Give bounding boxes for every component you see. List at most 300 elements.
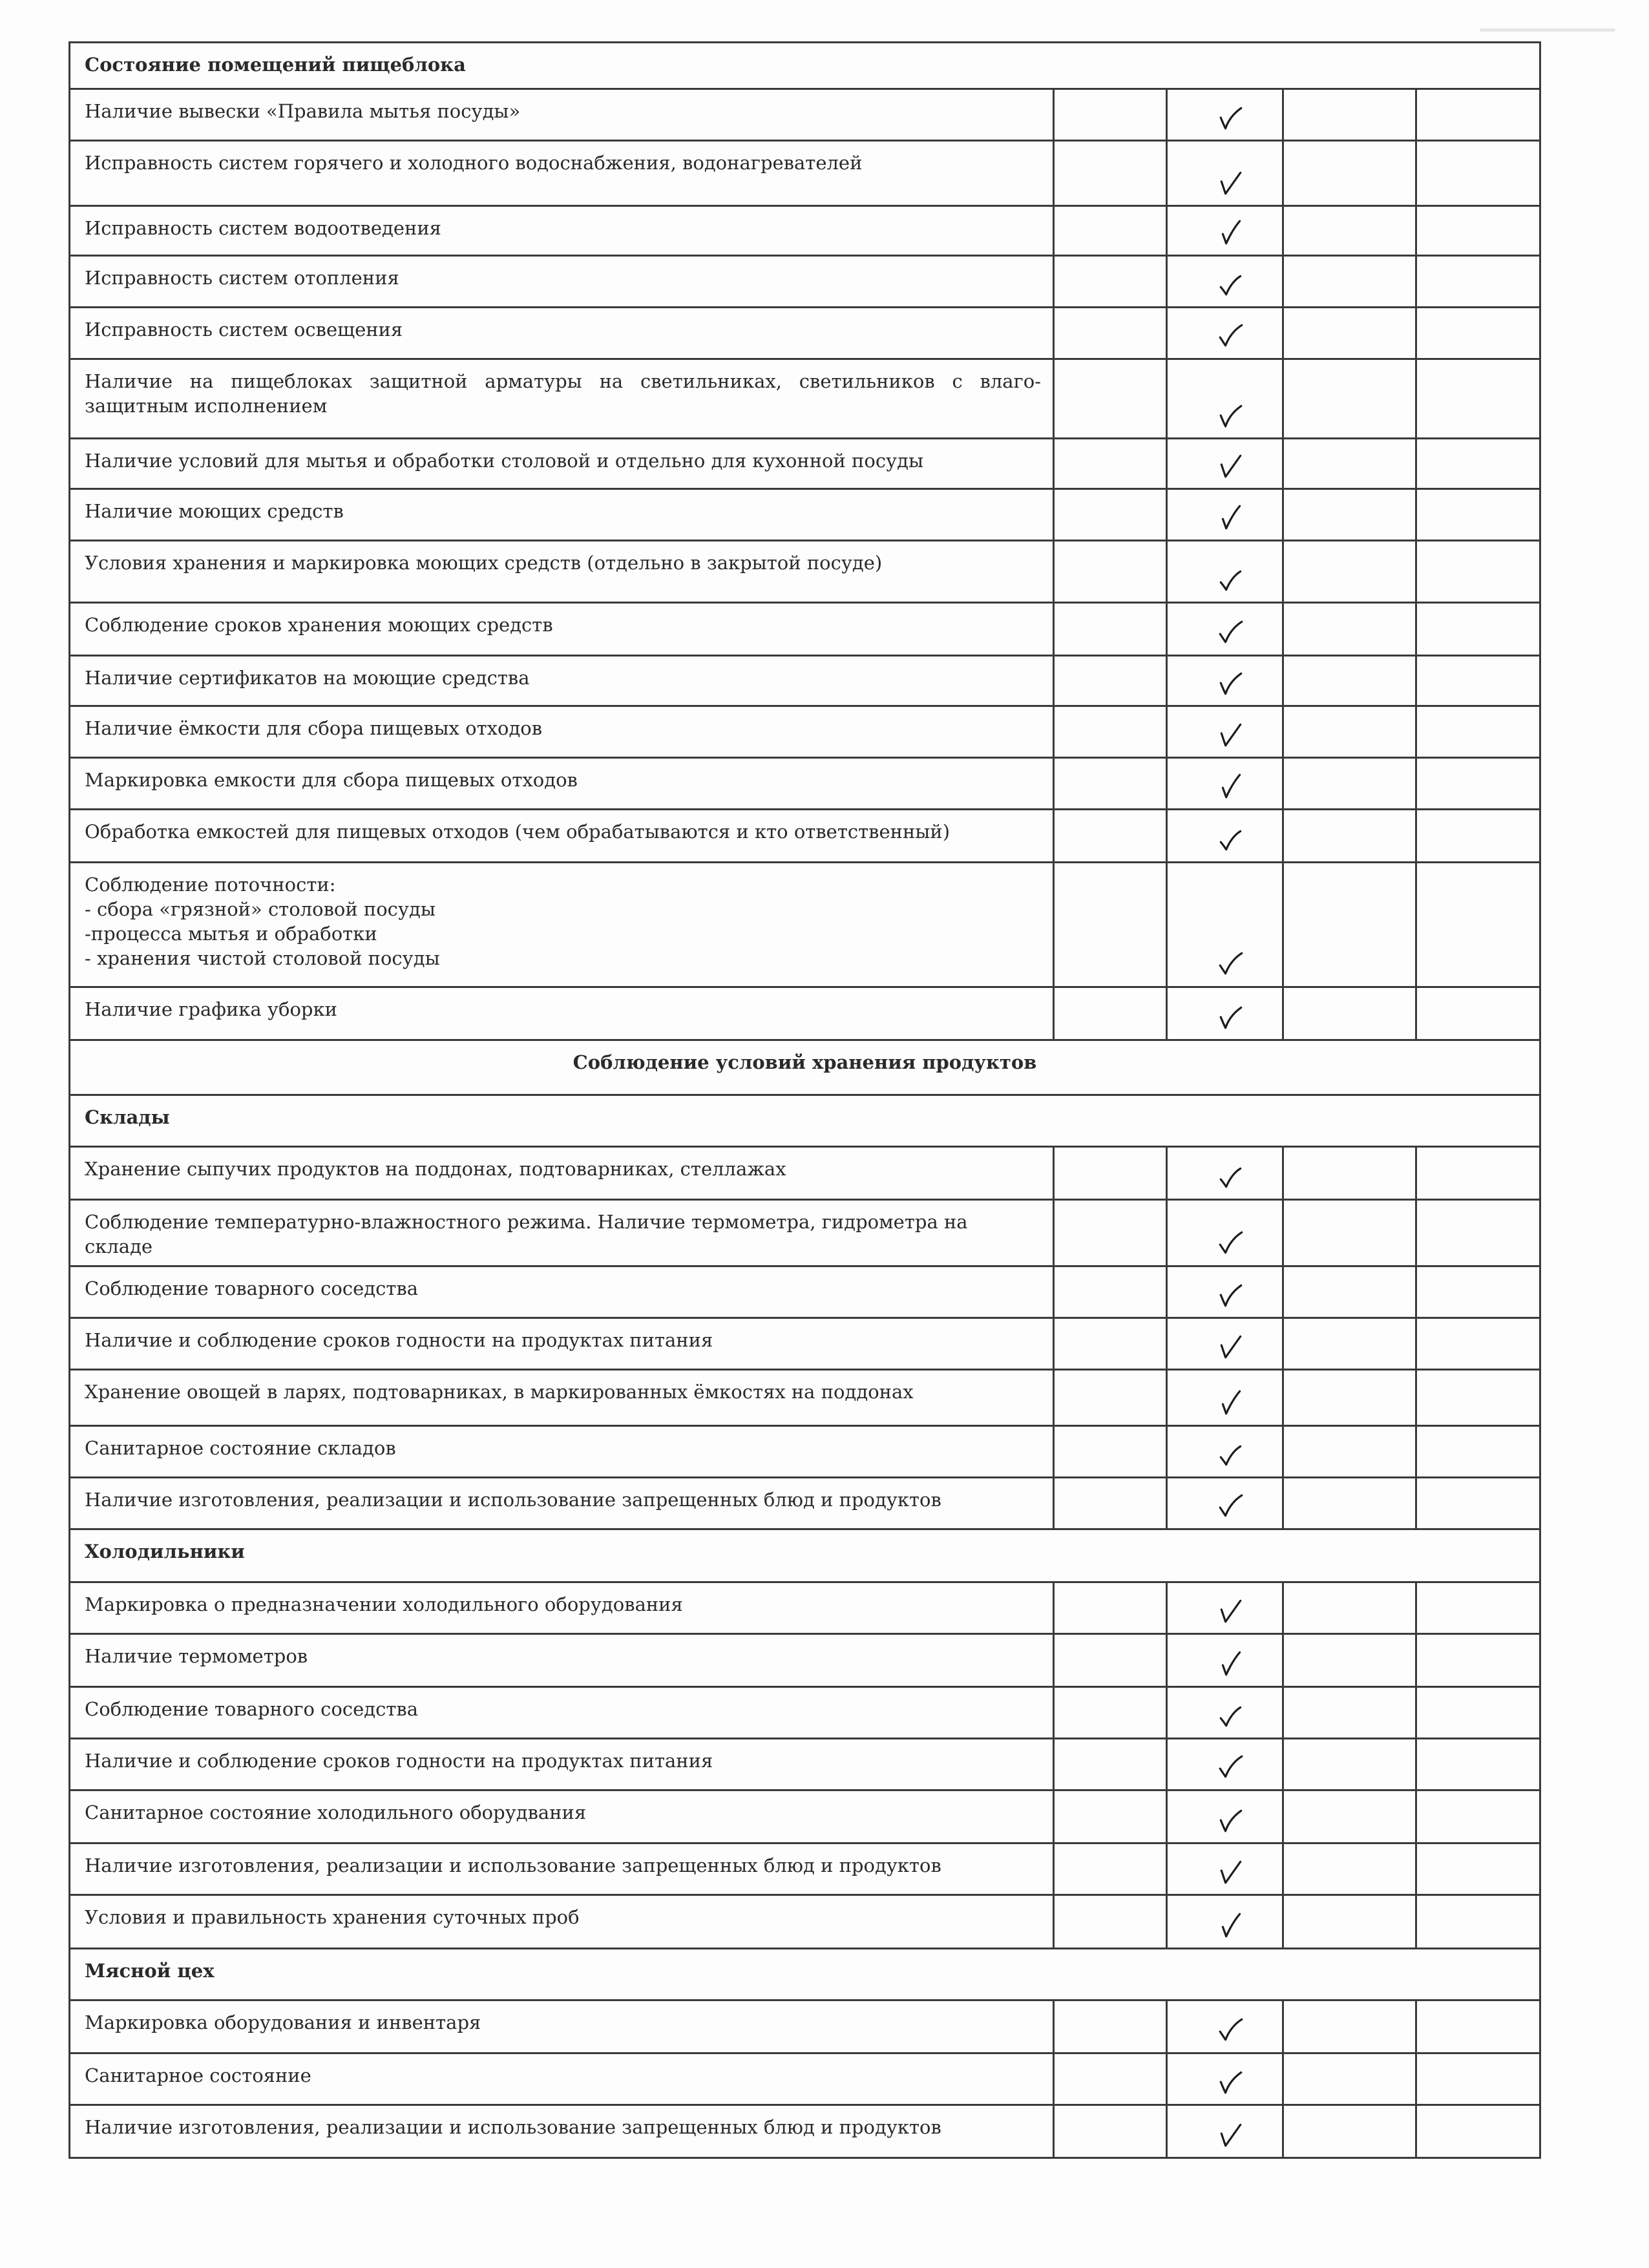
answer-cell-3 bbox=[1283, 89, 1416, 141]
check-stroke bbox=[1221, 1168, 1240, 1186]
criterion-text: Наличие термометров bbox=[85, 1645, 308, 1667]
check-stroke bbox=[1221, 1811, 1241, 1831]
checklist-row bbox=[70, 987, 1540, 1040]
answer-cell-1 bbox=[1054, 810, 1167, 863]
check-stroke bbox=[1221, 831, 1240, 849]
criterion-cell bbox=[70, 603, 1054, 656]
answer-cell-3 bbox=[1283, 1370, 1416, 1426]
answer-cell-2 bbox=[1167, 1426, 1283, 1478]
answer-cell-1 bbox=[1054, 1318, 1167, 1370]
criterion-cell bbox=[70, 758, 1054, 810]
answer-cell-3 bbox=[1283, 1687, 1416, 1739]
check-stroke bbox=[1223, 775, 1239, 797]
check-icon bbox=[1217, 1281, 1245, 1309]
answer-cell-3 bbox=[1283, 2105, 1416, 2158]
checklist-row bbox=[70, 863, 1540, 987]
answer-cell-3 bbox=[1283, 603, 1416, 656]
answer-cell-3 bbox=[1283, 1200, 1416, 1266]
check-stroke bbox=[1221, 1862, 1240, 1883]
criterion-text: Наличие и соблюдение сроков годности на продуктах питания bbox=[85, 1750, 713, 1772]
answer-cell-4 bbox=[1416, 1843, 1540, 1895]
criterion-cell bbox=[70, 256, 1054, 308]
answer-cell-2 bbox=[1167, 2000, 1283, 2053]
checklist-row bbox=[70, 2053, 1540, 2105]
check-stroke bbox=[1220, 1232, 1242, 1253]
answer-cell-4 bbox=[1416, 439, 1540, 489]
answer-cell-4 bbox=[1416, 489, 1540, 541]
check-icon bbox=[1217, 2016, 1245, 2044]
answer-cell-2 bbox=[1167, 603, 1283, 656]
answer-cell-1 bbox=[1054, 256, 1167, 308]
section-title-row bbox=[70, 43, 1540, 89]
check-stroke bbox=[1221, 571, 1240, 589]
checklist-row bbox=[70, 141, 1540, 206]
checklist-row bbox=[70, 1147, 1540, 1200]
criterion-cell bbox=[70, 1147, 1054, 1200]
check-icon bbox=[1217, 1701, 1245, 1730]
check-stroke bbox=[1221, 276, 1240, 294]
criterion-text: Исправность систем освещения bbox=[85, 319, 403, 341]
answer-cell-4 bbox=[1416, 2105, 1540, 2158]
check-stroke bbox=[1223, 1652, 1239, 1675]
criterion-cell bbox=[70, 308, 1054, 359]
answer-cell-4 bbox=[1416, 758, 1540, 810]
answer-cell-4 bbox=[1416, 863, 1540, 987]
checklist-row bbox=[70, 489, 1540, 541]
check-icon bbox=[1217, 1229, 1245, 1257]
answer-cell-2 bbox=[1167, 1200, 1283, 1266]
section-title-row bbox=[70, 1529, 1540, 1582]
answer-cell-2 bbox=[1167, 89, 1283, 141]
checklist-row bbox=[70, 1843, 1540, 1895]
answer-cell-4 bbox=[1416, 206, 1540, 256]
checklist-row bbox=[70, 810, 1540, 863]
answer-cell-1 bbox=[1054, 1843, 1167, 1895]
criterion-text: Исправность систем горячего и холодного водоснабжения, водонагревателей bbox=[85, 152, 863, 174]
answer-cell-4 bbox=[1416, 541, 1540, 603]
criterion-cell bbox=[70, 1687, 1054, 1739]
answer-cell-1 bbox=[1054, 1478, 1167, 1529]
checklist-row bbox=[70, 1426, 1540, 1478]
answer-cell-3 bbox=[1283, 987, 1416, 1040]
check-icon bbox=[1217, 950, 1245, 978]
answer-cell-4 bbox=[1416, 603, 1540, 656]
answer-cell-4 bbox=[1416, 359, 1540, 439]
answer-cell-1 bbox=[1054, 2053, 1167, 2105]
checklist-row bbox=[70, 656, 1540, 706]
criterion-text: Обработка емкостей для пищевых отходов (чем обрабатываются и кто ответственный) bbox=[85, 821, 951, 843]
answer-cell-4 bbox=[1416, 1147, 1540, 1200]
answer-cell-2 bbox=[1167, 2053, 1283, 2105]
answer-cell-3 bbox=[1283, 1739, 1416, 1790]
check-stroke bbox=[1223, 506, 1239, 529]
check-stroke bbox=[1220, 622, 1242, 642]
check-icon bbox=[1217, 772, 1245, 801]
criterion-text: Соблюдение товарного соседства bbox=[85, 1698, 419, 1720]
section-title: Склады bbox=[70, 1095, 1540, 1147]
inspection-checklist-table bbox=[68, 41, 1541, 2159]
answer-cell-2 bbox=[1167, 1790, 1283, 1843]
answer-cell-3 bbox=[1283, 1582, 1416, 1634]
answer-cell-4 bbox=[1416, 1895, 1540, 1949]
answer-cell-3 bbox=[1283, 1478, 1416, 1529]
answer-cell-4 bbox=[1416, 810, 1540, 863]
criterion-cell bbox=[70, 141, 1054, 206]
answer-cell-4 bbox=[1416, 1582, 1540, 1634]
checklist-row bbox=[70, 206, 1540, 256]
section-title-row bbox=[70, 1949, 1540, 2000]
answer-cell-3 bbox=[1283, 2053, 1416, 2105]
answer-cell-3 bbox=[1283, 1843, 1416, 1895]
answer-cell-2 bbox=[1167, 489, 1283, 541]
check-stroke bbox=[1220, 1495, 1242, 1516]
section-heading-row bbox=[70, 1040, 1540, 1095]
check-icon bbox=[1217, 720, 1245, 749]
answer-cell-3 bbox=[1283, 489, 1416, 541]
checklist-row bbox=[70, 1790, 1540, 1843]
answer-cell-1 bbox=[1054, 1634, 1167, 1687]
check-icon bbox=[1217, 401, 1245, 430]
criterion-cell bbox=[70, 1266, 1054, 1318]
criterion-text: Исправность систем отопления bbox=[85, 267, 399, 289]
check-icon bbox=[1217, 103, 1245, 132]
answer-cell-2 bbox=[1167, 1370, 1283, 1426]
answer-cell-3 bbox=[1283, 1790, 1416, 1843]
criterion-cell bbox=[70, 1370, 1054, 1426]
criterion-text: Наличие изготовления, реализации и использование запрещенных блюд и продуктов bbox=[85, 2116, 941, 2138]
answer-cell-3 bbox=[1283, 1266, 1416, 1318]
check-icon bbox=[1217, 1650, 1245, 1678]
check-icon bbox=[1217, 1597, 1245, 1625]
check-stroke bbox=[1221, 2072, 1241, 2093]
criterion-text: Санитарное состояние складов bbox=[85, 1437, 396, 1459]
criterion-text: Хранение овощей в ларях, подтоварниках, в маркированных ёмкостях на поддонах bbox=[85, 1381, 914, 1403]
answer-cell-4 bbox=[1416, 1687, 1540, 1739]
answer-cell-1 bbox=[1054, 2105, 1167, 2158]
answer-cell-2 bbox=[1167, 206, 1283, 256]
answer-cell-4 bbox=[1416, 656, 1540, 706]
check-icon bbox=[1217, 618, 1245, 647]
answer-cell-2 bbox=[1167, 1318, 1283, 1370]
criterion-text: Условия и правильность хранения суточных проб bbox=[85, 1906, 580, 1928]
checklist-row bbox=[70, 1266, 1540, 1318]
answer-cell-4 bbox=[1416, 308, 1540, 359]
scan-artifact bbox=[1480, 28, 1615, 32]
answer-cell-1 bbox=[1054, 1582, 1167, 1634]
check-icon bbox=[1217, 1332, 1245, 1361]
answer-cell-2 bbox=[1167, 541, 1283, 603]
check-stroke bbox=[1223, 1914, 1239, 1937]
criterion-cell bbox=[70, 2053, 1054, 2105]
check-icon bbox=[1217, 1162, 1245, 1191]
answer-cell-3 bbox=[1283, 1147, 1416, 1200]
check-icon bbox=[1217, 1753, 1245, 1781]
answer-cell-3 bbox=[1283, 758, 1416, 810]
answer-cell-4 bbox=[1416, 1478, 1540, 1529]
check-stroke bbox=[1223, 221, 1239, 244]
answer-cell-1 bbox=[1054, 439, 1167, 489]
check-icon bbox=[1217, 169, 1245, 197]
check-stroke bbox=[1221, 724, 1240, 746]
checklist-row bbox=[70, 1582, 1540, 1634]
check-stroke bbox=[1221, 1446, 1240, 1464]
answer-cell-1 bbox=[1054, 1739, 1167, 1790]
answer-cell-3 bbox=[1283, 439, 1416, 489]
answer-cell-1 bbox=[1054, 758, 1167, 810]
answer-cell-1 bbox=[1054, 1895, 1167, 1949]
criterion-text: Соблюдение товарного соседства bbox=[85, 1277, 419, 1299]
answer-cell-1 bbox=[1054, 89, 1167, 141]
section-title-row bbox=[70, 1095, 1540, 1147]
criterion-text: Санитарное состояние bbox=[85, 2064, 311, 2086]
criterion-cell bbox=[70, 1478, 1054, 1529]
check-icon bbox=[1217, 825, 1245, 854]
check-stroke bbox=[1220, 325, 1242, 346]
answer-cell-2 bbox=[1167, 1739, 1283, 1790]
check-icon bbox=[1217, 1806, 1245, 1834]
answer-cell-1 bbox=[1054, 1790, 1167, 1843]
section-title: Мясной цех bbox=[70, 1949, 1540, 2000]
check-icon bbox=[1217, 322, 1245, 350]
check-icon bbox=[1217, 1492, 1245, 1520]
criterion-cell bbox=[70, 1426, 1054, 1478]
answer-cell-4 bbox=[1416, 1318, 1540, 1370]
criterion-cell bbox=[70, 1634, 1054, 1687]
answer-cell-2 bbox=[1167, 359, 1283, 439]
checklist-row bbox=[70, 1318, 1540, 1370]
answer-cell-2 bbox=[1167, 758, 1283, 810]
criterion-text: Наличие ёмкости для сбора пищевых отходов bbox=[85, 717, 543, 739]
section-title: Холодильники bbox=[70, 1529, 1540, 1582]
answer-cell-4 bbox=[1416, 141, 1540, 206]
answer-cell-1 bbox=[1054, 359, 1167, 439]
criterion-cell bbox=[70, 1843, 1054, 1895]
criterion-cell bbox=[70, 2105, 1054, 2158]
criterion-cell bbox=[70, 541, 1054, 603]
checklist-row bbox=[70, 2105, 1540, 2158]
check-stroke bbox=[1221, 1285, 1241, 1306]
criterion-text: Исправность систем водоотведения bbox=[85, 217, 441, 239]
criterion-cell bbox=[70, 810, 1054, 863]
check-icon bbox=[1217, 565, 1245, 594]
answer-cell-1 bbox=[1054, 656, 1167, 706]
check-icon bbox=[1217, 1440, 1245, 1469]
check-icon bbox=[1217, 270, 1245, 299]
answer-cell-4 bbox=[1416, 706, 1540, 758]
answer-cell-3 bbox=[1283, 706, 1416, 758]
check-stroke bbox=[1220, 953, 1242, 974]
answer-cell-2 bbox=[1167, 1147, 1283, 1200]
answer-cell-2 bbox=[1167, 1634, 1283, 1687]
answer-cell-2 bbox=[1167, 656, 1283, 706]
criterion-text: Соблюдение поточности: - сбора «грязной» столовой посуды -процесса мытья и обработки - хранения чистой столовой посуды bbox=[85, 874, 440, 969]
answer-cell-4 bbox=[1416, 1634, 1540, 1687]
answer-cell-1 bbox=[1054, 308, 1167, 359]
check-stroke bbox=[1221, 456, 1240, 477]
answer-cell-4 bbox=[1416, 1426, 1540, 1478]
answer-cell-3 bbox=[1283, 141, 1416, 206]
answer-cell-3 bbox=[1283, 2000, 1416, 2053]
criterion-text: Наличие и соблюдение сроков годности на продуктах питания bbox=[85, 1329, 713, 1351]
answer-cell-3 bbox=[1283, 541, 1416, 603]
answer-cell-3 bbox=[1283, 863, 1416, 987]
checklist-row bbox=[70, 541, 1540, 603]
criterion-text: Наличие графика уборки bbox=[85, 998, 337, 1020]
answer-cell-4 bbox=[1416, 2000, 1540, 2053]
criterion-cell bbox=[70, 439, 1054, 489]
answer-cell-1 bbox=[1054, 1687, 1167, 1739]
answer-cell-1 bbox=[1054, 1426, 1167, 1478]
check-icon bbox=[1217, 1003, 1245, 1031]
check-stroke bbox=[1220, 1756, 1242, 1777]
checklist-row bbox=[70, 1634, 1540, 1687]
criterion-text: Наличие сертификатов на моющие средства bbox=[85, 667, 530, 689]
criterion-cell bbox=[70, 1895, 1054, 1949]
check-stroke bbox=[1221, 1336, 1240, 1358]
criterion-text: Наличие условий для мытья и обработки столовой и отдельно для кухонной посуды bbox=[85, 450, 924, 472]
criterion-cell bbox=[70, 359, 1054, 439]
checklist-row bbox=[70, 1200, 1540, 1266]
check-stroke bbox=[1221, 1601, 1240, 1622]
answer-cell-1 bbox=[1054, 1266, 1167, 1318]
checklist-row bbox=[70, 2000, 1540, 2053]
criterion-cell bbox=[70, 1200, 1054, 1266]
check-icon bbox=[1217, 1911, 1245, 1940]
answer-cell-1 bbox=[1054, 1370, 1167, 1426]
criterion-cell bbox=[70, 89, 1054, 141]
answer-cell-1 bbox=[1054, 987, 1167, 1040]
answer-cell-4 bbox=[1416, 1200, 1540, 1266]
criterion-text: Условия хранения и маркировка моющих средств (отдельно в закрытой посуде) bbox=[85, 552, 883, 574]
answer-cell-4 bbox=[1416, 2053, 1540, 2105]
checklist-row bbox=[70, 1739, 1540, 1790]
criterion-cell bbox=[70, 1582, 1054, 1634]
section-heading: Соблюдение условий хранения продуктов bbox=[70, 1040, 1540, 1095]
criterion-cell bbox=[70, 987, 1054, 1040]
answer-cell-2 bbox=[1167, 141, 1283, 206]
answer-cell-3 bbox=[1283, 1426, 1416, 1478]
answer-cell-1 bbox=[1054, 2000, 1167, 2053]
answer-cell-4 bbox=[1416, 1790, 1540, 1843]
answer-cell-4 bbox=[1416, 1739, 1540, 1790]
checklist-row bbox=[70, 1478, 1540, 1529]
check-icon bbox=[1217, 669, 1245, 697]
answer-cell-4 bbox=[1416, 256, 1540, 308]
answer-cell-1 bbox=[1054, 706, 1167, 758]
answer-cell-2 bbox=[1167, 863, 1283, 987]
check-stroke bbox=[1221, 1007, 1241, 1028]
criterion-text: Наличие изготовления, реализации и использование запрещенных блюд и продуктов bbox=[85, 1854, 941, 1876]
answer-cell-2 bbox=[1167, 1478, 1283, 1529]
check-stroke bbox=[1223, 1391, 1239, 1414]
check-stroke bbox=[1221, 1707, 1240, 1725]
criterion-cell bbox=[70, 1739, 1054, 1790]
criterion-cell bbox=[70, 489, 1054, 541]
answer-cell-2 bbox=[1167, 1895, 1283, 1949]
check-stroke bbox=[1220, 2019, 1242, 2040]
answer-cell-1 bbox=[1054, 141, 1167, 206]
criterion-text: Соблюдение сроков хранения моющих средств bbox=[85, 614, 553, 636]
criterion-text: Наличие изготовления, реализации и использование запрещенных блюд и продуктов bbox=[85, 1489, 941, 1511]
checklist-row bbox=[70, 758, 1540, 810]
answer-cell-1 bbox=[1054, 1147, 1167, 1200]
checklist-row bbox=[70, 1687, 1540, 1739]
answer-cell-4 bbox=[1416, 1370, 1540, 1426]
check-icon bbox=[1217, 452, 1245, 480]
checklist-row bbox=[70, 706, 1540, 758]
section-title: Состояние помещений пищеблока bbox=[70, 43, 1540, 89]
criterion-text: Маркировка емкости для сбора пищевых отходов bbox=[85, 769, 578, 791]
answer-cell-3 bbox=[1283, 1634, 1416, 1687]
answer-cell-1 bbox=[1054, 603, 1167, 656]
answer-cell-3 bbox=[1283, 206, 1416, 256]
answer-cell-3 bbox=[1283, 256, 1416, 308]
check-icon bbox=[1217, 2121, 1245, 2149]
answer-cell-3 bbox=[1283, 1318, 1416, 1370]
criterion-cell bbox=[70, 863, 1054, 987]
criterion-cell bbox=[70, 1318, 1054, 1370]
check-stroke bbox=[1221, 173, 1240, 194]
answer-cell-1 bbox=[1054, 489, 1167, 541]
answer-cell-1 bbox=[1054, 863, 1167, 987]
answer-cell-3 bbox=[1283, 656, 1416, 706]
answer-cell-2 bbox=[1167, 1266, 1283, 1318]
answer-cell-2 bbox=[1167, 1687, 1283, 1739]
check-stroke bbox=[1221, 406, 1241, 426]
answer-cell-2 bbox=[1167, 439, 1283, 489]
checklist-row bbox=[70, 439, 1540, 489]
answer-cell-2 bbox=[1167, 256, 1283, 308]
check-icon bbox=[1217, 2068, 1245, 2096]
answer-cell-3 bbox=[1283, 308, 1416, 359]
answer-cell-2 bbox=[1167, 308, 1283, 359]
answer-cell-2 bbox=[1167, 2105, 1283, 2158]
criterion-text: Наличие вывески «Правила мытья посуды» bbox=[85, 100, 521, 122]
criterion-cell bbox=[70, 656, 1054, 706]
criterion-text: Маркировка о предназначении холодильного оборудования bbox=[85, 1593, 683, 1615]
answer-cell-3 bbox=[1283, 359, 1416, 439]
answer-cell-2 bbox=[1167, 810, 1283, 863]
checklist-row bbox=[70, 1370, 1540, 1426]
answer-cell-3 bbox=[1283, 1895, 1416, 1949]
check-icon bbox=[1217, 503, 1245, 532]
answer-cell-4 bbox=[1416, 987, 1540, 1040]
checklist-row bbox=[70, 603, 1540, 656]
answer-cell-2 bbox=[1167, 1843, 1283, 1895]
checklist-row bbox=[70, 308, 1540, 359]
criterion-text: Хранение сыпучих продуктов на поддонах, подтоварниках, стеллажах bbox=[85, 1158, 786, 1180]
answer-cell-1 bbox=[1054, 1200, 1167, 1266]
checklist-row bbox=[70, 256, 1540, 308]
checklist-row bbox=[70, 359, 1540, 439]
answer-cell-2 bbox=[1167, 706, 1283, 758]
criterion-cell bbox=[70, 706, 1054, 758]
answer-cell-3 bbox=[1283, 810, 1416, 863]
answer-cell-2 bbox=[1167, 987, 1283, 1040]
answer-cell-1 bbox=[1054, 206, 1167, 256]
check-stroke bbox=[1221, 108, 1241, 129]
answer-cell-4 bbox=[1416, 1266, 1540, 1318]
check-icon bbox=[1217, 1389, 1245, 1417]
checklist-row bbox=[70, 89, 1540, 141]
check-stroke bbox=[1221, 673, 1241, 694]
answer-cell-1 bbox=[1054, 541, 1167, 603]
criterion-text: Санитарное состояние холодильного оборудвания bbox=[85, 1801, 587, 1823]
criterion-text: Наличие на пищеблоках защитной арматуры на светильниках, светильников с влаго-защитным исполнением bbox=[85, 370, 1041, 417]
criterion-text: Соблюдение температурно-влажностного режима. Наличие термометра, гидрометра на складе bbox=[85, 1211, 968, 1257]
criterion-text: Маркировка оборудования и инвентаря bbox=[85, 2011, 481, 2033]
criterion-text: Наличие моющих средств bbox=[85, 500, 344, 522]
